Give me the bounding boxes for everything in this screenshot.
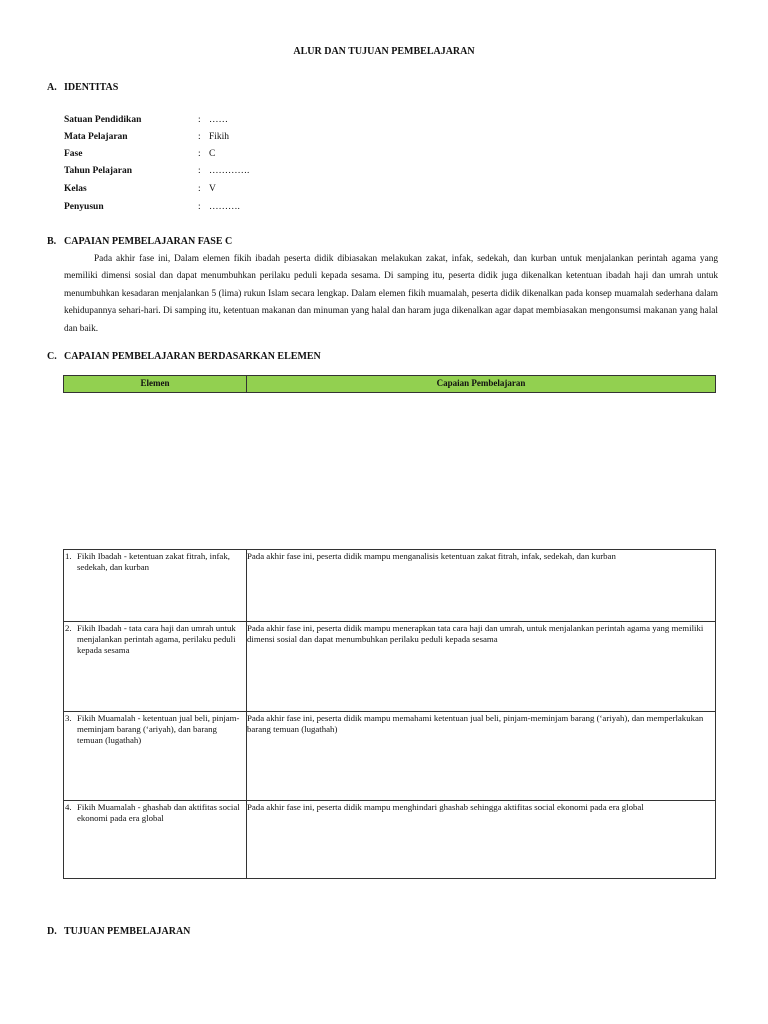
section-c-title: CAPAIAN PEMBELAJARAN BERDASARKAN ELEMEN <box>64 351 321 362</box>
cell-elemen <box>64 622 247 712</box>
section-b-title: CAPAIAN PEMBELAJARAN FASE C <box>64 236 233 247</box>
section-d-heading <box>47 926 190 937</box>
row-number: 4. <box>65 802 72 812</box>
field-value-satuan: …… <box>209 115 228 125</box>
field-label-kelas: Kelas <box>64 184 87 194</box>
document-title: ALUR DAN TUJUAN PEMBELAJARAN <box>293 46 475 57</box>
row-number: 1. <box>65 551 72 561</box>
table-row <box>64 550 716 622</box>
cell-elemen <box>64 550 247 622</box>
field-colon: : <box>198 166 201 176</box>
cell-elemen <box>64 801 247 879</box>
capaian-text: Pada akhir fase ini, peserta didik mampu menghindari ghashab sehingga aktifitas social ekonomi pada era global <box>247 802 644 812</box>
field-label-penyusun: Penyusun <box>64 202 104 212</box>
table-row <box>64 712 716 801</box>
section-c-heading <box>47 351 321 362</box>
section-b-letter: B. <box>47 236 57 247</box>
capaian-text: Pada akhir fase ini, peserta didik mampu memahami ketentuan jual beli, pinjam-meminjam barang (‘ariyah), dan memperlakukan barang temuan (lugathah) <box>247 713 704 734</box>
section-b-heading <box>47 236 232 247</box>
field-value-kelas: V <box>209 184 216 194</box>
field-label-tahun: Tahun Pelajaran <box>64 166 133 176</box>
cell-capaian <box>247 801 716 879</box>
header-capaian: Capaian Pembelajaran <box>436 378 526 388</box>
cell-elemen <box>64 712 247 801</box>
cell-capaian <box>247 712 716 801</box>
field-colon: : <box>198 132 201 142</box>
field-value-tahun: …………. <box>209 166 250 176</box>
field-colon: : <box>198 115 201 125</box>
table-row <box>64 801 716 879</box>
section-d-letter: D. <box>47 926 57 937</box>
elemen-text: Fikih Muamalah - ketentuan jual beli, pinjam-meminjam barang (‘ariyah), dan barang temuan (lugathah) <box>77 713 240 745</box>
section-b-paragraph: Pada akhir fase ini, Dalam elemen fikih ibadah peserta didik dibiasakan melakukan zakat, infak, sedekah, dan kurban untuk menjalankan perintah agama yang memiliki dimensi sosial dan dapat menumbuhkan perilaku peduli kepada sesama. Di samping itu, peserta didik juga dikenalkan ketentuan ibadah haji dan umrah untuk menumbuhkan kesadaran menjalankan 5 (lima) rukun Islam secara lengkap. Dalam elemen fikih muamalah, peserta didik dikenalkan pada konsep muamalah sederhana dalam kehidupannya sehari-hari. Di samping itu, ketentuan makanan dan minuman yang halal dan haram juga dikenalkan agar dapat membiasakan mengonsumsi makanan yang halal dan baik. <box>64 254 718 334</box>
field-value-mapel: Fikih <box>209 132 230 142</box>
elemen-text: Fikih Ibadah - ketentuan zakat fitrah, infak, sedekah, dan kurban <box>77 551 230 572</box>
header-elemen: Elemen <box>64 376 247 392</box>
elemen-text: Fikih Muamalah - ghashab dan aktifitas social ekonomi pada era global <box>77 802 240 823</box>
row-number: 2. <box>65 623 72 633</box>
section-d-title: TUJUAN PEMBELAJARAN <box>64 926 191 937</box>
capaian-table <box>63 549 716 879</box>
cell-capaian <box>247 622 716 712</box>
field-label-fase: Fase <box>64 149 83 159</box>
section-a-heading <box>47 82 118 93</box>
field-colon: : <box>198 149 201 159</box>
table-row <box>64 622 716 712</box>
capaian-text: Pada akhir fase ini, peserta didik mampu menganalisis ketentuan zakat fitrah, infak, sedekah, dan kurban <box>247 551 616 561</box>
field-colon: : <box>198 202 201 212</box>
section-a-title: IDENTITAS <box>64 82 119 93</box>
section-a-letter: A. <box>47 82 57 93</box>
section-c-letter: C. <box>47 351 57 362</box>
field-label-satuan: Satuan Pendidikan <box>64 115 142 125</box>
field-colon: : <box>198 184 201 194</box>
cell-capaian <box>247 550 716 622</box>
field-value-fase: C <box>209 149 216 159</box>
field-value-penyusun: ………. <box>209 202 240 212</box>
elemen-text: Fikih Ibadah - tata cara haji dan umrah untuk menjalankan perintah agama, perilaku peduli kepada sesama <box>77 623 236 655</box>
row-number: 3. <box>65 713 72 723</box>
field-label-mapel: Mata Pelajaran <box>64 132 128 142</box>
capaian-text: Pada akhir fase ini, peserta didik mampu menerapkan tata cara haji dan umrah, untuk menjalankan perintah agama yang memiliki dimensi sosial dan dapat menumbuhkan perilaku peduli kepada sesama <box>247 623 704 644</box>
table-header <box>63 375 716 393</box>
